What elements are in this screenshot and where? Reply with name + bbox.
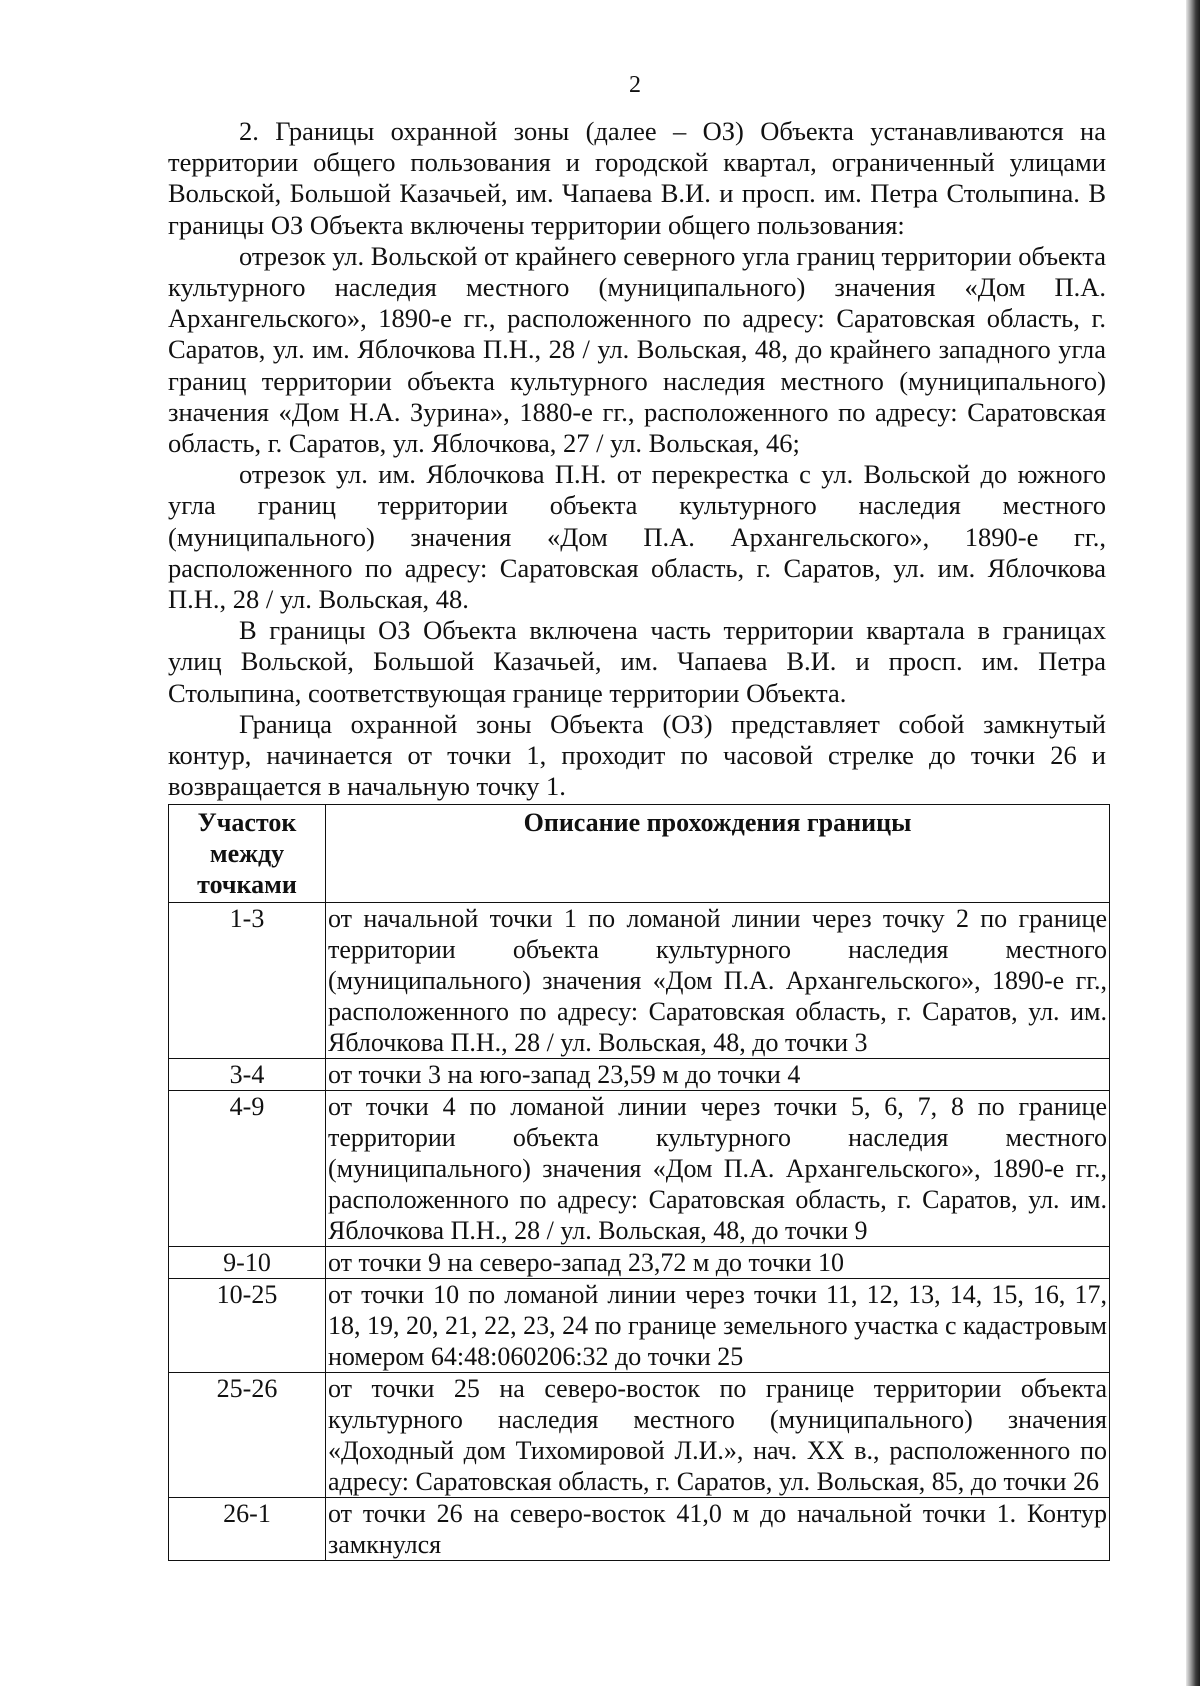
scan-edge-shadow <box>1186 0 1200 1686</box>
row-segment: 3-4 <box>169 1059 326 1091</box>
paragraph-contour-description: Граница охранной зоны Объекта (ОЗ) представляет собой замкнутый контур, начинается от точки 1, проходит по часовой стрелке до точки 26 и возвращается в начальную точку 1. <box>168 708 1106 802</box>
row-segment: 10-25 <box>169 1279 326 1373</box>
boundary-table <box>168 804 1110 1561</box>
table-row <box>169 1279 1110 1373</box>
row-description: от точки 9 на северо-запад 23,72 м до точки 10 <box>326 1247 1110 1279</box>
table-header-row <box>169 805 1110 903</box>
table-row <box>169 1373 1110 1498</box>
table-row <box>169 1059 1110 1091</box>
row-segment: 4-9 <box>169 1091 326 1247</box>
table-row <box>169 1498 1110 1561</box>
page-number: 2 <box>629 72 641 98</box>
paragraph-boundaries-intro: 2. Границы охранной зоны (далее – ОЗ) Объекта устанавливаются на территории общего пользования и городской квартал, ограниченный улицами Вольской, Большой Казачьей, им. Чапаева В.И. и просп. им. Петра Столыпина. В границы ОЗ Объекта включены территории общего пользования: <box>168 116 1106 240</box>
row-segment: 25-26 <box>169 1373 326 1498</box>
paragraph-quarter-part: В границы ОЗ Объекта включена часть территории квартала в границах улиц Вольской, Большой Казачьей, им. Чапаева В.И. и просп. им. Петра Столыпина, соответствующая границе территории Объекта. <box>168 615 1106 708</box>
row-segment: 1-3 <box>169 903 326 1059</box>
paragraph-volskaya-segment: отрезок ул. Вольской от крайнего северного угла границ территории объекта культурного наследия местного (муниципального) значения «Дом П.А. Архангельского», 1890-е гг., расположенного по адресу: Саратовская область, г. Саратов, ул. им. Яблочкова П.Н., 28 / ул. Вольская, 48, до крайнего западного угла границ территории объекта культурного наследия местного (муниципального) значения «Дом Н.А. Зурина», 1880-е гг., расположенного по адресу: Саратовская область, г. Саратов, ул. Яблочкова, 27 / ул. Вольская, 46; <box>168 240 1106 459</box>
paragraph-yablochkova-segment: отрезок ул. им. Яблочкова П.Н. от перекрестка с ул. Вольской до южного угла границ территории объекта культурного наследия местного (муниципального) значения «Дом П.А. Архангельского», 1890-е гг., расположенного по адресу: Саратовская область, г. Саратов, ул. им. Яблочкова П.Н., 28 / ул. Вольская, 48. <box>168 459 1106 615</box>
document-body <box>168 116 1106 802</box>
table-row <box>169 1247 1110 1279</box>
row-description: от точки 26 на северо-восток 41,0 м до начальной точки 1. Контур замкнулся <box>326 1498 1110 1561</box>
row-segment: 26-1 <box>169 1498 326 1561</box>
table-row <box>169 1091 1110 1247</box>
row-description: от точки 4 по ломаной линии через точки 5, 6, 7, 8 по границе территории объекта культурного наследия местного (муниципального) значения «Дом П.А. Архангельского», 1890-е гг., расположенного по адресу: Саратовская область, г. Саратов, ул. им. Яблочкова П.Н., 28 / ул. Вольская, 48, до точки 9 <box>326 1091 1110 1247</box>
header-segment: Участок между точками <box>169 805 326 903</box>
row-description: от начальной точки 1 по ломаной линии через точку 2 по границе территории объекта культурного наследия местного (муниципального) значения «Дом П.А. Архангельского», 1890-е гг., расположенного по адресу: Саратовская область, г. Саратов, ул. им. Яблочкова П.Н., 28 / ул. Вольская, 48, до точки 3 <box>326 903 1110 1059</box>
table-row <box>169 903 1110 1059</box>
row-segment: 9-10 <box>169 1247 326 1279</box>
row-description: от точки 3 на юго-запад 23,59 м до точки 4 <box>326 1059 1110 1091</box>
row-description: от точки 10 по ломаной линии через точки 11, 12, 13, 14, 15, 16, 17, 18, 19, 20, 21, 22, 23, 24 по границе земельного участка с кадастровым номером 64:48:060206:32 до точки 25 <box>326 1279 1110 1373</box>
row-description: от точки 25 на северо-восток по границе территории объекта культурного наследия местного (муниципального) значения «Доходный дом Тихомировой Л.И.», нач. XX в., расположенного по адресу: Саратовская область, г. Саратов, ул. Вольская, 85, до точки 26 <box>326 1373 1110 1498</box>
header-description: Описание прохождения границы <box>326 805 1110 903</box>
